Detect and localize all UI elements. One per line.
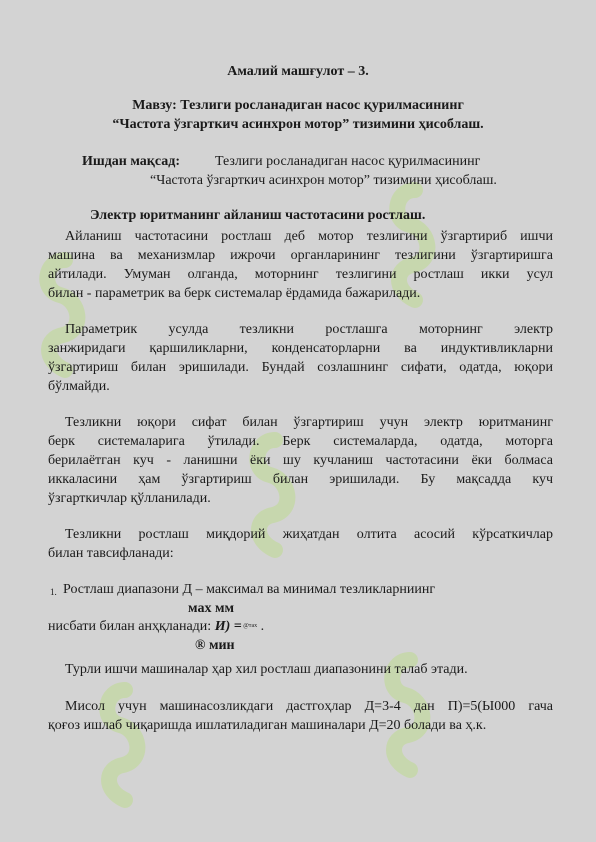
text-line: Мисол учун машинасозликдаги дастгоҳлар Д=3-4 дан П)=5(Ы000 гача: [65, 699, 553, 714]
text-line: Айланиш частотасини ростлаш деб мотор тезлигини ўзгартириб ишчи: [65, 229, 553, 244]
topic-line: Мавзу: Тезлиги росланадиган насос қурилмасининг: [132, 98, 464, 113]
text-line: билан тавсифланади:: [48, 546, 174, 561]
text-line: қоғоз ишлаб чиқаришда ишлатиладиган машиналари Д=20 болади ва ҳ.к.: [48, 718, 487, 733]
topic-line: “Частота ўзгарткич асинхрон мотор” тизимини ҳисоблаш.: [112, 117, 484, 132]
text-line: бўлмайди.: [48, 379, 110, 394]
formula-line: Ростлаш диапазони Д – максимал ва минимал тезликларниинг: [63, 582, 436, 597]
goal-label: Ишдан мақсад:: [82, 154, 180, 169]
text-line: айтилади. Умуман олганда, моторнинг тезлигини ростлаш икки усул: [48, 267, 553, 282]
page-title: Амалий машғулот – 3.: [227, 64, 369, 79]
list-number: 1.: [50, 587, 57, 597]
formula-text: нисбати билан анҳқланади:: [48, 619, 215, 634]
text-line: ўзгартириш билан эришилади. Бундай созлашнинг сифати, одатда, юқори: [48, 360, 553, 375]
formula-line: [48, 617, 264, 636]
text-line: занжиридаги қаршиликларни, конденсаторларни ва индуктивликларни: [48, 341, 553, 356]
text-line: машина ва механизмлар ижрочи органларининг тезлигини ўзгартиришга: [48, 248, 553, 263]
formula-expression: И) =: [214, 619, 242, 634]
formula-superscript: @тах: [241, 623, 258, 629]
formula-subscript: ® мин: [195, 638, 235, 653]
goal-text: “Частота ўзгарткич асинхрон мотор” тизимини ҳисоблаш.: [150, 173, 497, 188]
formula-text: .: [257, 619, 265, 634]
goal-text: Тезлиги росланадиган насос қурилмасининг: [215, 154, 481, 169]
formula-subscript: мах мм: [188, 601, 235, 616]
text-line: берк системаларига ўтилади. Берк системаларда, одатда, моторга: [48, 434, 553, 449]
text-line: ўзгарткичлар қўлланилади.: [48, 491, 211, 506]
text-line: берилаётган куч - ланишни ёки шу кучланиш частотасини ёки болмаса: [48, 453, 553, 468]
text-line: иккаласини ҳам ўзгартириш билан эришилади. Бу мақсадда куч: [48, 472, 553, 487]
text-line: Параметрик усулда тезликни ростлашга моторнинг электр: [65, 322, 553, 337]
text-line: билан - параметрик ва берк системалар ёрдамида бажарилади.: [48, 286, 421, 301]
text-line: Тезликни ростлаш миқдорий жиҳатдан олтита асосий кўрсаткичлар: [65, 527, 553, 542]
text-line: Турли ишчи машиналар ҳар хил ростлаш диапазонини талаб этади.: [65, 662, 468, 677]
section-heading: Электр юритманинг айланиш частотасини ростлаш.: [90, 208, 426, 223]
text-line: Тезликни юқори сифат билан ўзгартириш учун электр юритманинг: [65, 415, 553, 430]
